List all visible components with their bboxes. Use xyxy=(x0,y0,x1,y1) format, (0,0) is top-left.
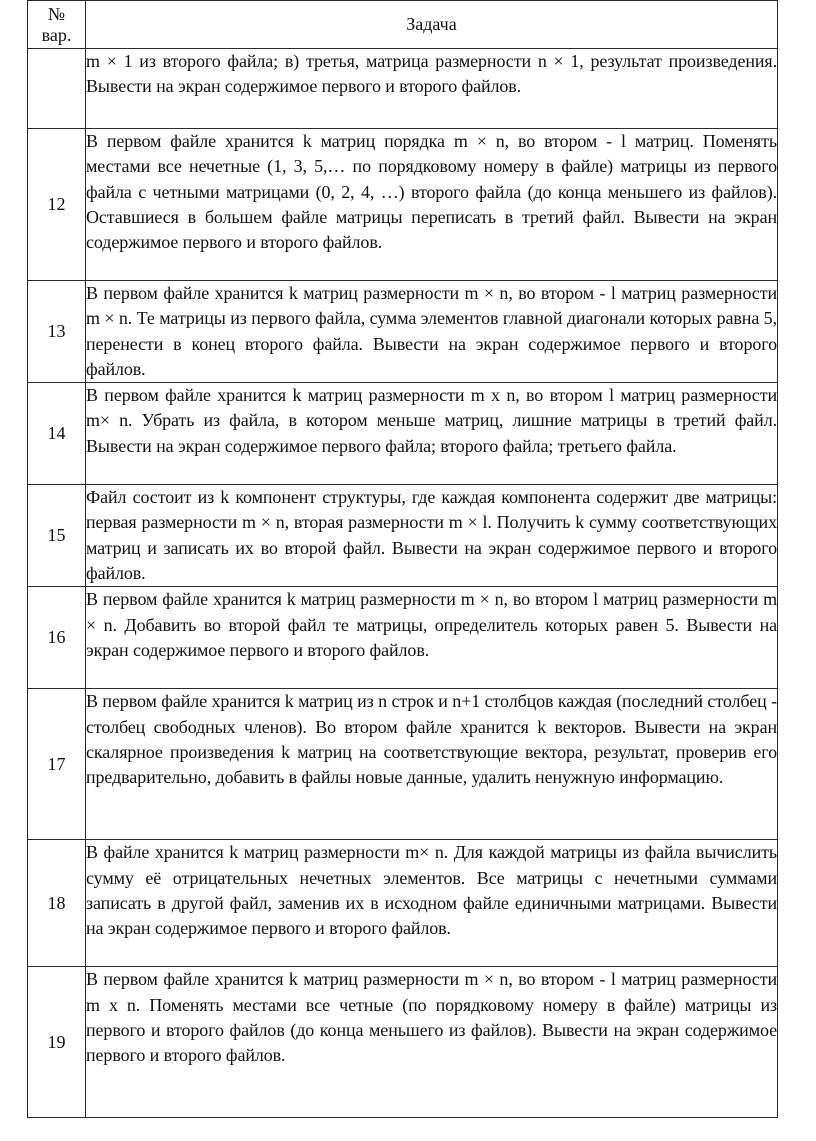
table-row xyxy=(28,967,778,1118)
table-row xyxy=(28,281,778,383)
variant-number: 16 xyxy=(28,587,86,689)
header-task: Задача xyxy=(86,1,778,49)
task-text: В первом файле хранится k матриц из n строк и n+1 столбцов каждая (последний столбец - столбец свободных членов). Во втором файле хранится k векторов. Вывести на экран скалярное произведения k матриц на соответствующие вектора, результат, проверив его предварительно, добавить в файлы новые данные, удалить ненужную информацию. xyxy=(86,689,778,840)
variant-number: 15 xyxy=(28,485,86,587)
variant-number: 18 xyxy=(28,840,86,967)
table-header-row xyxy=(28,1,778,49)
table-row xyxy=(28,383,778,485)
variant-number xyxy=(28,49,86,129)
task-text: В файле хранится k матриц размерности m× n. Для каждой матрицы из файла вычислить сумму её отрицательных нечетных элементов. Все матрицы с нечетными суммами записать в другой файл, заменив их в исходном файле единичными матрицами. Вывести на экран содержимое первого и второго файлов. xyxy=(86,840,778,967)
header-variant-number-label: вар. xyxy=(41,24,72,45)
table-row xyxy=(28,840,778,967)
header-variant-number-symbol: № xyxy=(47,3,66,24)
variant-number: 19 xyxy=(28,967,86,1118)
tasks-table xyxy=(27,0,778,1118)
task-text: В первом файле хранится k матриц размерности m × n, во втором - l матриц размерности m x n. Поменять местами все четные (по порядковому номеру в файле) матрицы из первого и второго файлов (до конца меньшего из файлов). Вывести на экран содержимое первого и второго файлов. xyxy=(86,967,778,1118)
task-text: Файл состоит из k компонент структуры, где каждая компонента содержит две матрицы: первая размерности m × n, вторая размерности m × l. Получить k сумму соответствующих матриц и записать их во второй файл. Вывести на экран содержимое первого и второго файлов. xyxy=(86,485,778,587)
task-text: В первом файле хранится k матриц порядка m × n, во втором - l матриц. Поменять местами все нечетные (1, 3, 5,… по порядковому номеру в файле) матрицы из первого файла с четными матрицами (0, 2, 4, …) второго файла (до конца меньшего из файлов). Оставшиеся в большем файле матрицы переписать в третий файл. Вывести на экран содержимое первого и второго файлов. xyxy=(86,129,778,281)
variant-number: 12 xyxy=(28,129,86,281)
variant-number: 14 xyxy=(28,383,86,485)
task-text: m × 1 из второго файла; в) третья, матрица размерности n × 1, результат произведения. Вывести на экран содержимое первого и второго файлов. xyxy=(86,49,778,129)
variant-number: 17 xyxy=(28,689,86,840)
table-row xyxy=(28,129,778,281)
task-text: В первом файле хранится k матриц размерности m × n, во втором l матриц размерности m × n. Добавить во второй файл те матрицы, определитель которых равен 5. Вывести на экран содержимое первого и второго файлов. xyxy=(86,587,778,689)
task-text: В первом файле хранится k матриц размерности m × n, во втором - l матриц размерности m × n. Те матрицы из первого файла, сумма элементов главной диагонали которых равна 5, перенести в конец второго файла. Вывести на экран содержимое первого и второго файлов. xyxy=(86,281,778,383)
header-variant-number xyxy=(28,1,86,49)
task-text: В первом файле хранится k матриц размерности m x n, во втором l матриц размерности m× n. Убрать из файла, в котором меньше матриц, лишние матрицы в третий файл. Вывести на экран содержимое первого файла; второго файла; третьего файла. xyxy=(86,383,778,485)
table-row xyxy=(28,689,778,840)
variant-number: 13 xyxy=(28,281,86,383)
table-row xyxy=(28,587,778,689)
table-row xyxy=(28,49,778,129)
table-row xyxy=(28,485,778,587)
